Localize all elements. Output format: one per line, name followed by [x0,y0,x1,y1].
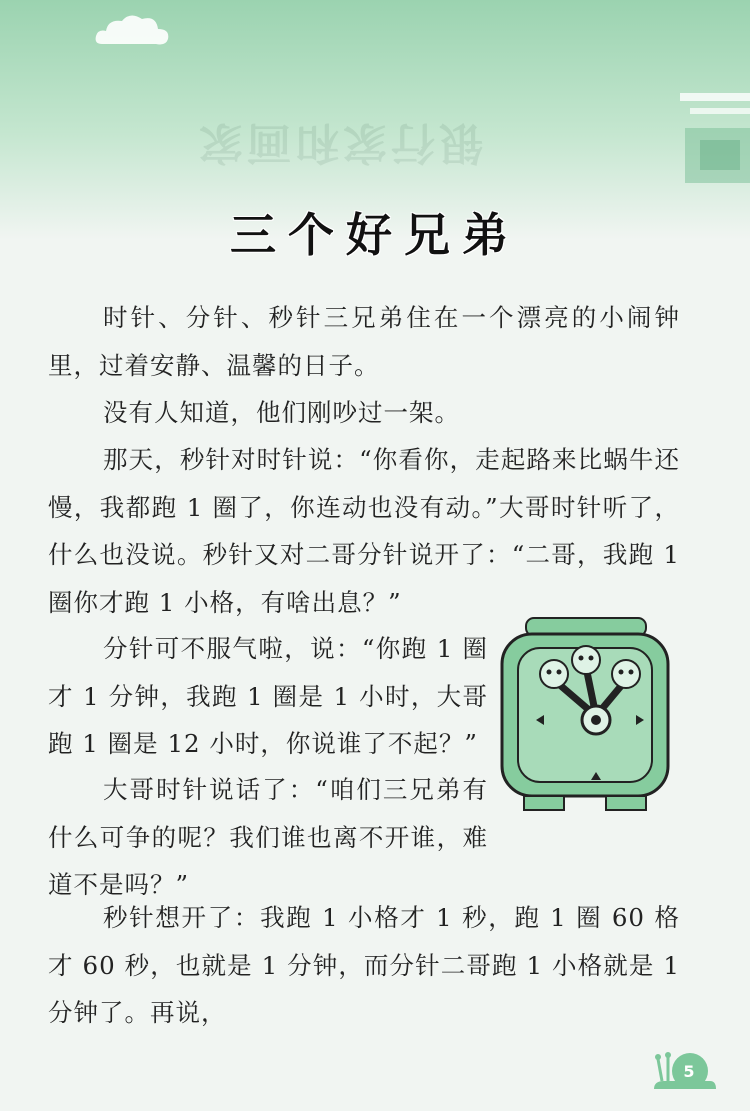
decorative-shelf-icon [640,88,750,198]
paragraph-3 [48,436,680,626]
paragraph-2-text: 没有人知道，他们刚吵过一架。 [103,398,460,427]
page-title: 三个好兄弟 [230,207,520,262]
paragraph-5-text: 大哥时针说话了：“咱们三兄弟有什么可争的呢？我们谁也离不开谁，难道不是吗？” [48,775,488,899]
paragraph-2 [48,389,680,437]
paragraph-1-text: 时针、分针、秒针三兄弟住在一个漂亮的小闹钟里，过着安静、温馨的日子。 [48,303,680,380]
background-bleed-text: 银行家和画家 [195,117,483,168]
cloud-icon [92,10,172,50]
paragraph-4-text: 分针可不服气啦，说：“你跑 1 圈才 1 分钟，我跑 1 圈是 1 小时，大哥跑 1 圈是 12 小时，你说谁了不起？” [48,634,488,758]
paragraph-4 [48,625,488,768]
paragraph-6-text: 秒针想开了：我跑 1 小格才 1 秒，跑 1 圈 60 格才 60 秒，也就是 1 分钟，而分针二哥跑 1 小格就是 1 分钟了。再说， [48,903,680,1027]
paragraph-5 [48,766,488,909]
clock-illustration [496,612,674,817]
page-number: 5 [683,1062,695,1081]
paragraph-3-text: 那天，秒针对时针说：“你看你，走起路来比蜗牛还慢，我都跑 1 圈了，你连动也没有动。”大哥时针听了，什么也没说。秒针又对二哥分针说开了：“二哥，我跑 1 圈你才跑 1 小格，有啥出息？” [48,445,680,617]
paragraph-1 [48,294,680,389]
paragraph-6 [48,894,680,1037]
